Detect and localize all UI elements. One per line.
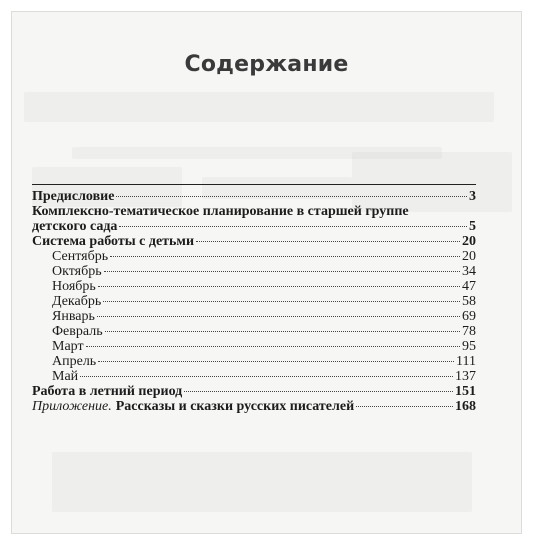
leader-dots <box>184 391 453 392</box>
toc-entry-page: 111 <box>456 354 476 369</box>
leader-dots <box>105 331 460 332</box>
toc-entry-october[interactable] <box>32 264 476 279</box>
toc-entry-february[interactable] <box>32 324 476 339</box>
leader-dots <box>98 286 460 287</box>
toc-entry-planning-cont[interactable] <box>32 219 476 234</box>
toc-entry-label-italic: Приложение. <box>32 399 112 414</box>
page-title: Содержание <box>184 52 349 77</box>
toc-entry-summer[interactable] <box>32 384 476 399</box>
toc-entry-label: Сентябрь <box>52 249 109 264</box>
toc-entry-november[interactable] <box>32 279 476 294</box>
toc-entry-label: Система работы с детьми <box>32 234 195 249</box>
toc-entry-page: 20 <box>462 234 476 249</box>
toc-entry-september[interactable] <box>32 249 476 264</box>
leader-dots <box>80 376 453 377</box>
leader-dots <box>119 226 467 227</box>
toc-entry-label: Работа в летний период <box>32 384 183 399</box>
toc-entry-preface[interactable] <box>32 189 476 204</box>
toc-entry-may[interactable] <box>32 369 476 384</box>
toc-entry-page: 69 <box>462 309 476 324</box>
leader-dots <box>116 196 467 197</box>
toc-entry-page: 58 <box>462 294 476 309</box>
toc-entry-page: 168 <box>455 399 476 414</box>
toc-entry-label-cont: детского сада <box>32 219 118 234</box>
leader-dots <box>97 316 460 317</box>
toc-entry-label: Ноябрь <box>52 279 96 294</box>
toc-entry-january[interactable] <box>32 309 476 324</box>
toc-entry-march[interactable] <box>32 339 476 354</box>
toc-entry-page: 78 <box>462 324 476 339</box>
toc-entry-label: Январь <box>52 309 95 324</box>
toc-entry-system[interactable] <box>32 234 476 249</box>
leader-dots <box>103 301 460 302</box>
toc-entry-label: Май <box>52 369 79 384</box>
toc-entry-label: Октябрь <box>52 264 102 279</box>
table-of-contents <box>32 184 476 414</box>
toc-entry-page: 151 <box>455 384 476 399</box>
leader-dots <box>196 241 460 242</box>
toc-entry-label: Комплексно-тематическое планирование в старшей группе <box>32 204 409 219</box>
toc-entry-page: 95 <box>462 339 476 354</box>
toc-entry-label: Февраль <box>52 324 103 339</box>
toc-entry-planning[interactable] <box>32 204 476 219</box>
toc-entry-page: 5 <box>469 219 476 234</box>
toc-entry-page: 20 <box>462 249 476 264</box>
leader-dots <box>86 346 460 347</box>
toc-entry-december[interactable] <box>32 294 476 309</box>
toc-entry-label: Декабрь <box>52 294 102 309</box>
toc-entry-label: Рассказы и сказки русских писателей <box>115 399 355 414</box>
toc-entry-label: Март <box>52 339 84 354</box>
toc-entry-label: Предисловие <box>32 189 115 204</box>
toc-entry-page: 47 <box>462 279 476 294</box>
toc-entry-appendix[interactable] <box>32 399 476 414</box>
toc-entry-label: Апрель <box>52 354 97 369</box>
toc-entry-page: 3 <box>469 189 476 204</box>
leader-dots <box>104 271 460 272</box>
toc-entry-april[interactable] <box>32 354 476 369</box>
leader-dots <box>98 361 454 362</box>
toc-entry-page: 137 <box>455 369 476 384</box>
toc-entry-page: 34 <box>462 264 476 279</box>
leader-dots <box>110 256 460 257</box>
leader-dots <box>356 406 453 407</box>
